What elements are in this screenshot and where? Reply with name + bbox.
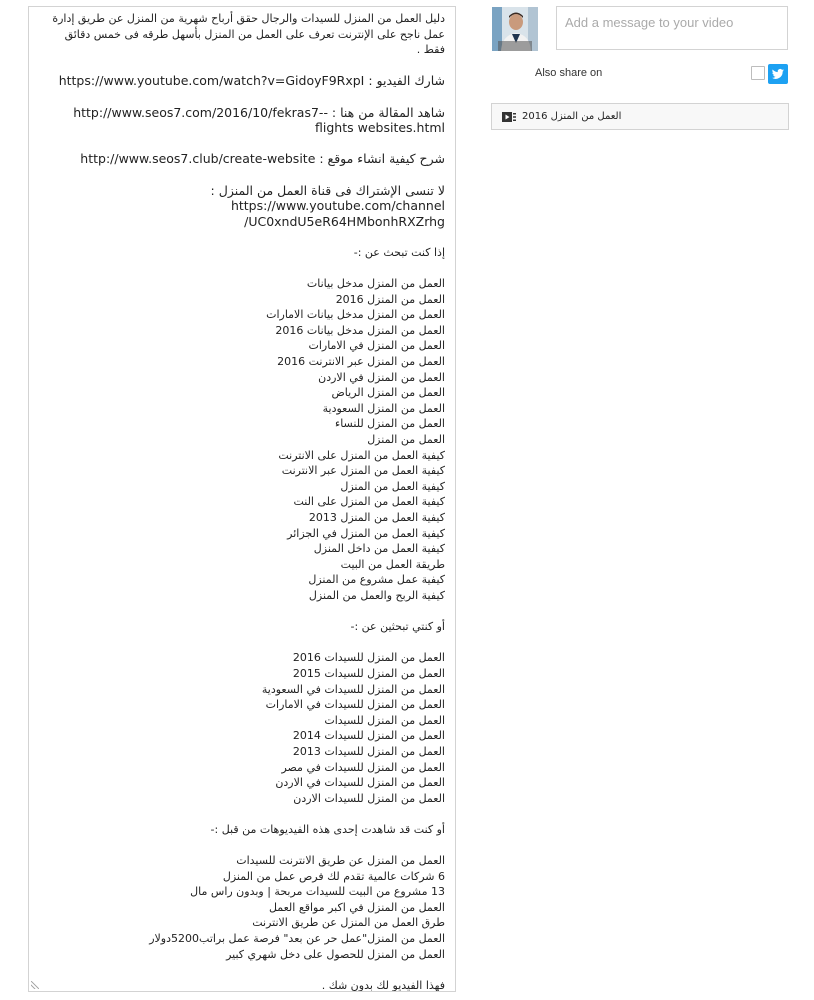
description-line: العمل من المنزل للسيدات 2016	[292, 651, 445, 665]
description-line: العمل من المنزل للسيدات 2013	[292, 744, 445, 758]
description-line: إذا كنت تبحث عن :-	[353, 245, 445, 259]
description-line: فهذا الفيديو لك بدون شك .	[321, 978, 445, 992]
description-line: 13 مشروع من البيت للسيدات مربحة | وبدون راس مال	[190, 885, 445, 899]
description-line: العمل من المنزل للنساء	[335, 417, 445, 431]
person-avatar-icon	[492, 7, 538, 51]
share-twitter-checkbox[interactable]	[751, 66, 765, 80]
playlist-item[interactable]	[491, 103, 789, 130]
description-line: طريقة العمل من البيت	[340, 557, 445, 571]
description-line: العمل من المنزل الرياض	[331, 386, 445, 400]
description-line: العمل من المنزل مدخل بيانات 2016	[275, 323, 445, 337]
description-line: شارك الفيديو : https://www.youtube.com/watch?v=GidoyF9RxpI	[58, 73, 445, 89]
description-line: العمل من المنزل السعودية	[322, 401, 445, 415]
playlist-item-label: العمل من المنزل 2016	[522, 111, 622, 122]
resize-grip-icon[interactable]	[31, 981, 39, 989]
description-line: العمل من المنزل للحصول على دخل شهري كبير	[226, 947, 445, 961]
description-line: لا تنسى الإشتراك فى قناة العمل من المنزل : https://www.youtube.com/channel /UC0xndU5eR64HMbonhRXZrhg	[210, 182, 445, 229]
description-line: العمل من المنزل للسيدات 2014	[292, 729, 445, 743]
description-line: العمل من المنزل مدخل بيانات الامارات	[266, 308, 445, 322]
description-line: شاهد المقالة من هنا : -http://www.seos7.com/2016/10/fekras7-flights websites.html	[73, 104, 445, 136]
description-line: كيفية الربح والعمل من المنزل	[308, 588, 445, 602]
description-line: دليل العمل من المنزل للسيدات والرجال حقق أرباح شهرية من المنزل عن طريق إدارة عمل ناجح على الإنترنت تعرف على العمل من المنزل بأسهل طرقه فى خمس دقائق فقط .	[52, 12, 445, 57]
twitter-bird-icon	[768, 64, 788, 84]
description-blank-line	[41, 89, 445, 105]
description-blank-line	[41, 635, 445, 651]
description-line: طرق العمل من المنزل عن طريق الانترنت	[252, 916, 445, 930]
description-line: كيفية العمل من المنزل عبر الانترنت	[281, 464, 445, 478]
description-textarea[interactable]	[28, 6, 456, 992]
description-line: كيفية العمل من المنزل	[340, 479, 445, 493]
description-blank-line	[41, 136, 445, 152]
description-blank-line	[41, 261, 445, 277]
description-line: العمل من المنزل للسيدات في السعودية	[261, 682, 445, 696]
share-message-input[interactable]	[556, 6, 788, 50]
description-blank-line	[41, 962, 445, 978]
description-line: العمل من المنزل	[367, 433, 445, 447]
description-line: العمل من المنزل في اكبر مواقع العمل	[268, 900, 445, 914]
description-line: كيفية العمل من داخل المنزل	[313, 542, 445, 556]
description-blank-line	[41, 58, 445, 74]
description-line: العمل من المنزل في الاردن	[318, 370, 445, 384]
description-line: العمل من المنزل عبر الانترنت 2016	[277, 355, 445, 369]
description-line: كيفية العمل من المنزل في الجزائر	[287, 526, 445, 540]
description-line: كيفية العمل من المنزل 2013	[308, 511, 445, 524]
description-line: العمل من المنزل للسيدات في الاردن	[275, 776, 445, 790]
description-line: العمل من المنزل 2016	[335, 292, 445, 306]
also-share-label: Also share on	[535, 67, 603, 79]
description-line: العمل من المنزل عن طريق الانترنت للسيدات	[236, 854, 445, 868]
description-line: العمل من المنزل للسيدات	[324, 713, 445, 727]
description-line: كيفية عمل مشروع من المنزل	[308, 573, 445, 587]
description-line: العمل من المنزل للسيدات في مصر	[281, 760, 445, 774]
description-line: العمل من المنزل"عمل حر عن بعد" فرصة عمل براتب5200دولار	[149, 932, 445, 946]
playlist-icon	[502, 112, 516, 122]
description-line: كيفية العمل من المنزل على النت	[293, 495, 445, 509]
description-blank-line	[41, 167, 445, 183]
description-blank-line	[41, 837, 445, 853]
description-line: العمل من المنزل في الامارات	[308, 339, 445, 353]
description-line: العمل من المنزل للسيدات في الامارات	[265, 698, 445, 712]
description-text	[29, 7, 455, 992]
description-line: أو كنت قد شاهدت إحدى هذه الفيديوهات من قبل :-	[210, 822, 445, 836]
description-line: شرح كيفية انشاء موقع : http://www.seos7.club/create-website	[80, 151, 445, 167]
video-thumbnail-avatar	[492, 7, 538, 51]
description-line: العمل من المنزل للسيدات 2015	[292, 666, 445, 680]
description-line: كيفية العمل من المنزل على الانترنت	[278, 448, 445, 462]
description-line: العمل من المنزل للسيدات الاردن	[293, 791, 445, 805]
description-line: العمل من المنزل مدخل بيانات	[306, 277, 445, 291]
description-line: 6 شركات عالمية تقدم لك فرص عمل من المنزل	[222, 869, 445, 883]
twitter-icon[interactable]	[768, 64, 788, 84]
description-line: أو كنتي تبحثين عن :-	[350, 620, 445, 634]
description-blank-line	[41, 806, 445, 822]
description-blank-line	[41, 229, 445, 245]
description-blank-line	[41, 604, 445, 620]
